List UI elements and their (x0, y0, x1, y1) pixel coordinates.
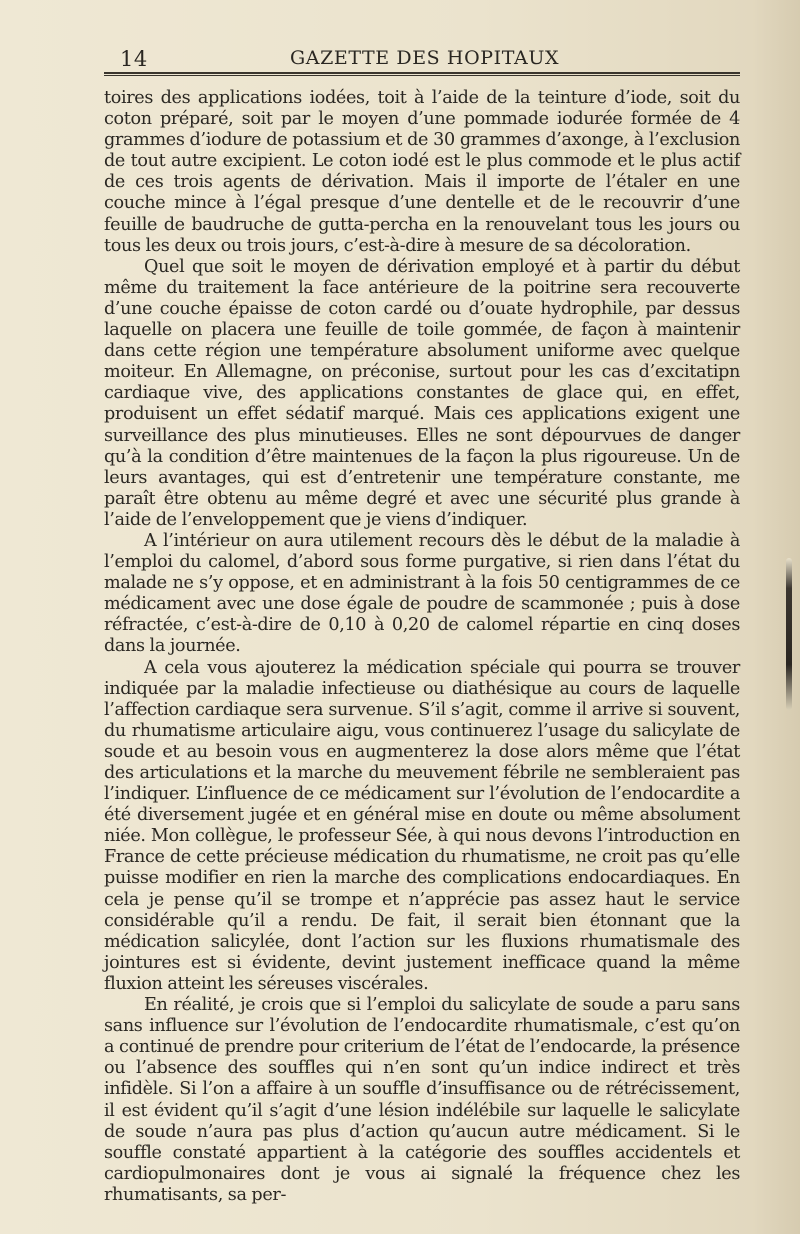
body-text (104, 88, 740, 1206)
paragraph-4: A cela vous ajouterez la médication spéciale qui pourra se trouver indiquée par la maladie infectieuse ou diathésique au cours de laquelle l’affection cardiaque sera survenue. S’il s’agit, comme il arrive si souvent, du rhumatisme articulaire aigu, vous continuerez l’usage du salicylate de soude et au besoin vous en augmenterez la dose alors même que l’état des articulations et la marche du meuvement fébrile ne sembleraient pas l’indiquer. L’influence de ce médicament sur l’évolution de l’endocardite a été diversement jugée et en général mise en doute ou même absolument niée. Mon collègue, le professeur Sée, à qui nous devons l’introduction en France de cette précieuse médication du rhumatisme, ne croit pas qu’elle puisse modifier en rien la marche des complications endocardiaques. En cela je pense qu’il se trompe et n’apprécie pas assez haut le service considérable qu’il a rendu. De fait, il serait bien étonnant que la médication salicylée, dont l’action sur les fluxions rhumatismale des jointures est si évidente, devint justement inefficace quand la même fluxion atteint les séreuses viscérales. (104, 657, 740, 994)
paragraph-5: En réalité, je crois que si l’emploi du salicylate de soude a paru sans sans influence sur l’évolution de l’endocardite rhumatismale, c’est qu’on a continué de prendre pour criterium de l’état de l’endocarde, la présence ou l’absence des souffles qui n’en sont qu’un indice indirect et très infidèle. Si l’on a affaire à un souffle d’insuffisance ou de rétrécissement, il est évident qu’il s’agit d’une lésion indélébile sur laquelle le salicylate de soude n’aura pas plus d’action qu’aucun autre médicament. Si le souffle constaté appartient à la catégorie des souffles accidentels et cardiopulmonaires dont je vous ai signalé la fréquence chez les rhumatisants, sa per- (104, 995, 740, 1205)
paragraph-3: A l’intérieur on aura utilement recours dès le début de la maladie à l’emploi du calomel, d’abord sous forme purgative, si rien dans l’état du malade ne s’y oppose, et en administrant à la fois 50 centigrammes de ce médicament avec une dose égale de poudre de scammonée ; puis à dose réfractée, c’est-à-dire de 0,10 à 0,20 de calomel répartie en cinq doses dans la journée. (104, 530, 740, 657)
running-title: GAZETTE DES HOPITAUX (290, 47, 560, 69)
page-header (106, 44, 742, 72)
page-number: 14 (120, 47, 148, 71)
paragraph-1: toires des applications iodées, toit à l’aide de la teinture d’iode, soit du coton préparé, soit par le moyen d’une pommade iodurée formée de 4 grammes d’iodure de potassium et de 30 grammes d’axonge, à l’exclusion de tout autre excipient. Le coton iodé est le plus commode et le plus actif de ces trois agents de dérivation. Mais il importe de l’étaler en une couche mince à l’égal presque d’une dentelle et de le recouvrir d’une feuille de baudruche de gutta-percha en la renouvelant tous les jours ou tous les deux ou trois jours, c’est-à-dire à mesure de sa décoloration. (104, 88, 740, 256)
page-edge-mark (786, 558, 792, 710)
paragraph-2: Quel que soit le moyen de dérivation employé et à partir du début même du traitement la face antérieure de la poitrine sera recouverte d’une couche épaisse de coton cardé ou d’ouate hydrophile, par dessus laquelle on placera une feuille de toile gommée, de façon à maintenir dans cette région une température absolument uniforme avec quelque moiteur. En Allemagne, on préconise, surtout pour les cas d’excitatipn cardiaque vive, des applications constantes de glace qui, en effet, produisent un effet sédatif marqué. Mais ces applications exigent une surveillance des plus minutieuses. Elles ne sont dépourvues de danger qu’à la condition d’être maintenues de la façon la plus rigoureuse. Un de leurs avantages, qui est d’entretenir une température constante, me paraît être obtenu au même degré et avec une sécurité plus grande à l’aide de l’enveloppement que je viens d’indiquer. (104, 256, 740, 530)
header-rule (104, 72, 740, 76)
